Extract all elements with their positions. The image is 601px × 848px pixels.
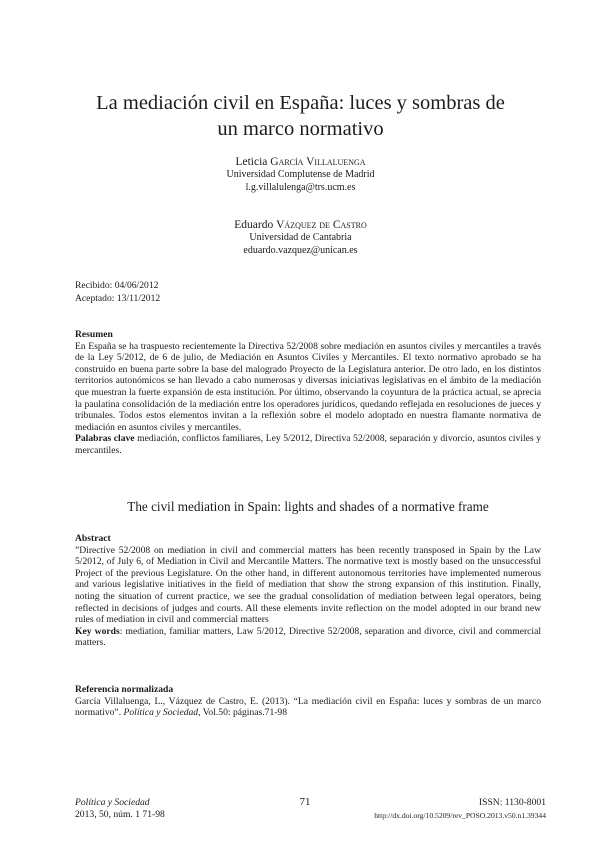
author-affiliation: Universidad Complutense de Madrid: [226, 169, 375, 180]
keywords-text: mediación, conflictos familiares, Ley 5/2012, Directiva 52/2008, separación y divorcio, asuntos civiles y mercantiles.: [75, 433, 542, 456]
keywords-text: : mediation, familiar matters, Law 5/2012, Directive 52/2008, separation and divorce, civil and commercial matters.: [75, 625, 541, 649]
reference-text: [75, 696, 541, 719]
footer-doi-link[interactable]: http://dx.doi.org/10.5209/rev_POSO.2013.v50.n1.39344: [374, 811, 546, 820]
resumen-text: En España se ha traspuesto recientemente la Directiva 52/2008 sobre mediación en asuntos civiles y mercantiles a través de la Ley 5/2012, de 6 de julio, de Mediación en Asuntos Civiles y Mercantiles. El texto normativo aprobado se ha construido en buena parte sobre la base del malogrado Proyecto de la Legislatura anterior. De otro lado, en los distintos territorios autonómicos se han llevado a cabo numerosas y diversas iniciativas legislativas en el ámbito de la mediación que muestran la fuerte expansión de esta institución. Por último, observando la coyuntura de la práctica actual, se aprecia la paulatina consolidación de la mediación entre los operadores jurídicos, quedando reflejada en resoluciones de jueces y tribunales. Todos estos elementos invitan a la reflexión sobre el modelo adoptado en nuestra flamante normativa de mediación en asuntos civiles y mercantiles.: [75, 340, 541, 433]
author-email[interactable]: eduardo.vazquez@unican.es: [243, 244, 358, 256]
author-first-name: Leticia: [235, 156, 271, 168]
abstract-section: [75, 533, 541, 649]
reference-text-after: , Vol.50: páginas.71-98: [198, 707, 288, 719]
author-block-1: [150, 155, 451, 194]
footer-identifiers: [316, 796, 546, 822]
reference-text-before: García Villaluenga, L., Vázquez de Castro, E. (2013). “La mediación civil en España: luces y sombras de un marco normativo”.: [75, 695, 541, 719]
keywords-label: Key words: [75, 625, 120, 637]
page-number: 71: [299, 796, 311, 808]
submission-dates: [75, 280, 160, 305]
author-email[interactable]: l.g.villalulenga@trs.ucm.es: [245, 181, 356, 193]
footer-journal-name: Política y Sociedad: [75, 797, 150, 808]
english-title: The civil mediation in Spain: lights and shades of a normative frame: [127, 499, 489, 514]
author-last-name: Vázquez de Castro: [276, 219, 367, 231]
reference-heading: Referencia normalizada: [75, 684, 174, 695]
author-last-name-suffix: a: [359, 156, 366, 168]
footer-journal-info: [75, 797, 165, 821]
author-affiliation: Universidad de Cantabria: [249, 232, 352, 243]
title-line-2: un marco normativo: [217, 118, 384, 140]
author-name: [150, 155, 451, 169]
title-line-1: La mediación civil en España: luces y sombras de: [96, 92, 505, 114]
keywords-label: Palabras clave: [75, 433, 135, 445]
abstract-heading: Abstract: [75, 533, 111, 544]
author-block-2: [150, 218, 451, 257]
key-words: [75, 626, 541, 649]
paper-title: [60, 90, 541, 142]
author-last-name: García Villalueng: [270, 156, 360, 168]
footer-issue: 2013, 50, núm. 1 71-98: [75, 809, 165, 820]
author-first-name: Eduardo: [234, 219, 277, 231]
resumen-section: [75, 329, 541, 457]
reference-journal: Política y Sociedad: [123, 707, 199, 719]
author-name: [150, 218, 451, 232]
footer-issn: ISSN: 1130-8001: [478, 797, 546, 808]
reference-section: [75, 684, 541, 719]
palabras-clave: [75, 433, 541, 456]
accepted-date: Aceptado: 13/11/2012: [75, 292, 161, 304]
resumen-heading: Resumen: [75, 329, 113, 340]
received-date: Recibido: 04/06/2012: [75, 280, 159, 291]
abstract-text: ”Directive 52/2008 on mediation in civil and commercial matters has been recently transposed in Spain by the Law 5/2012, of July 6, of Mediation in Civil and Mercantile Matters. The normative text is mostly based on the unsuccessful Project of the previous Legislature. On the other hand, in different autonomous territories have implemented numerous and various legislative initiatives in the field of mediation that show the strong expansion of this institution. Finally, noting the situation of current practice, we see the gradual consolidation of mediation between legal operators, being reflected in decisions of judges and courts. All these elements invite reflection on the model adopted in our brand new rules of mediation in civil and commercial matters: [75, 544, 541, 626]
